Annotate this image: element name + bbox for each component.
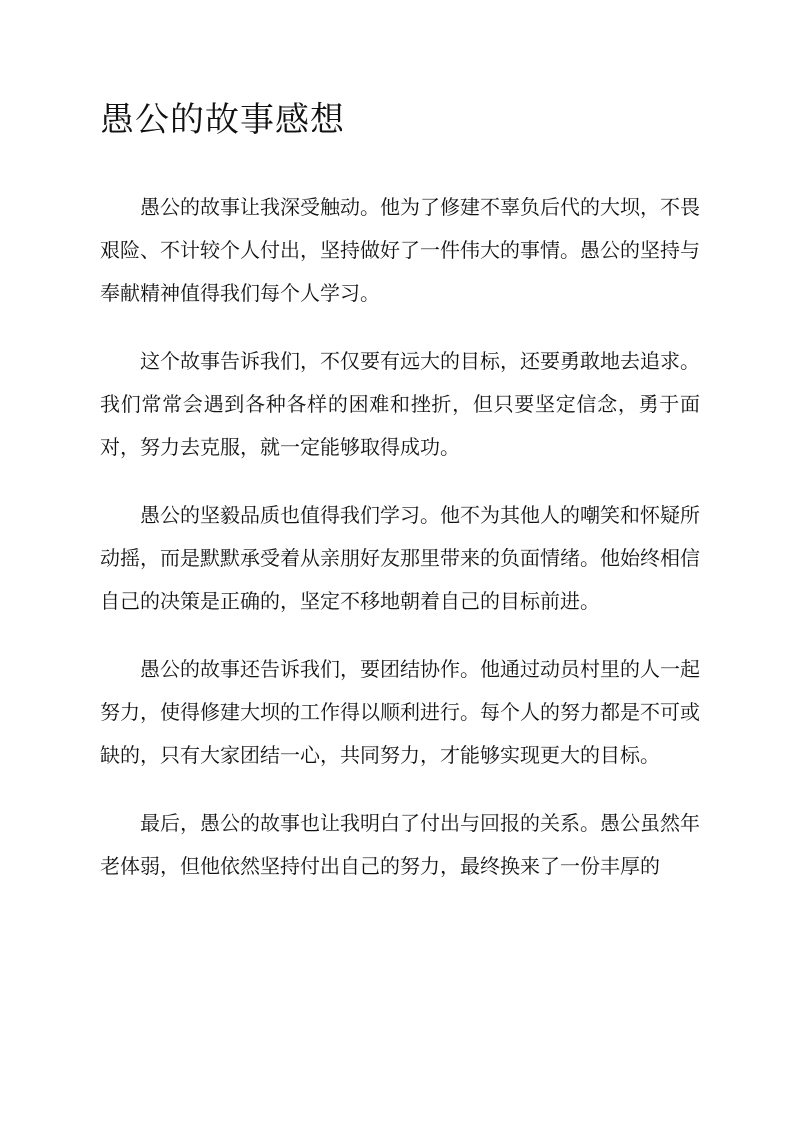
- paragraph-4: 愚公的故事还告诉我们，要团结协作。他通过动员村里的人一起努力，使得修建大坝的工作得以顺利进行。每个人的努力都是不可或缺的，只有大家团结一心，共同努力，才能够实现更大的目标。: [100, 657, 700, 767]
- paragraph-5: 最后，愚公的故事也让我明白了付出与回报的关系。愚公虽然年老体弱，但他依然坚持付出自己的努力，最终换来了一份丰厚的: [100, 811, 700, 878]
- paragraph-1: 愚公的故事让我深受触动。他为了修建不辜负后代的大坝，不畏艰险、不计较个人付出，坚持做好了一件伟大的事情。愚公的坚持与奉献精神值得我们每个人学习。: [100, 195, 700, 305]
- document-title: 愚公的故事感想: [100, 100, 345, 140]
- paragraph-2: 这个故事告诉我们，不仅要有远大的目标，还要勇敢地去追求。我们常常会遇到各种各样的困难和挫折，但只要坚定信念，勇于面对，努力去克服，就一定能够取得成功。: [100, 349, 700, 459]
- document-body: [100, 186, 700, 913]
- paragraph-3: 愚公的坚毅品质也值得我们学习。他不为其他人的嘲笑和怀疑所动摇，而是默默承受着从亲朋好友那里带来的负面情绪。他始终相信自己的决策是正确的，坚定不移地朝着自己的目标前进。: [100, 503, 700, 613]
